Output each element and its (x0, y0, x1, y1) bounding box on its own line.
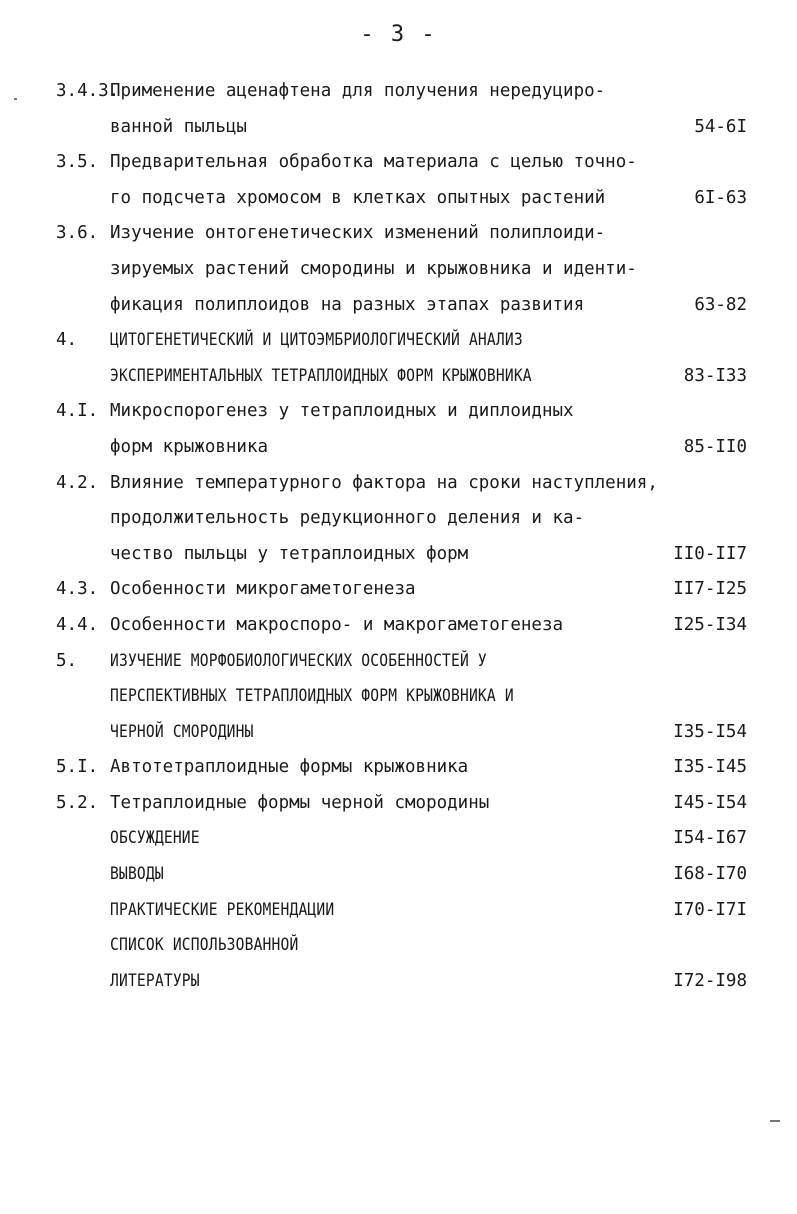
toc-line (56, 893, 756, 929)
toc-line (56, 430, 756, 466)
section-title: Влияние температурного фактора на сроки наступления, (110, 472, 658, 493)
section-title: чество пыльцы у тетраплоидных форм (110, 543, 469, 564)
toc-line (56, 110, 756, 146)
section-title: форм крыжовника (110, 436, 269, 457)
section-number: 4. (56, 330, 78, 351)
section-title: Тетраплоидные формы черной смородины (110, 792, 490, 813)
section-title: ЛИТЕРАТУРЫ (110, 970, 200, 991)
toc-entry (56, 786, 756, 822)
toc-line (56, 715, 756, 751)
section-number: 5.I. (56, 757, 99, 778)
toc-line (56, 74, 756, 110)
page-range: 85-II0 (683, 436, 747, 457)
page-range: I35-I45 (673, 757, 747, 778)
toc-line (56, 323, 756, 359)
section-number: 3.6. (56, 223, 99, 244)
toc-entry (56, 145, 756, 216)
page-range: I45-I54 (673, 792, 747, 813)
section-number: 3.4.3. (56, 81, 120, 101)
toc-entry (56, 323, 756, 394)
section-title: Автотетраплоидные формы крыжовника (110, 757, 469, 778)
toc-line (56, 501, 756, 537)
toc-line (56, 821, 756, 857)
table-of-contents (56, 74, 756, 999)
section-title: Особенности макроспоро- и макрогаметогенеза (110, 614, 564, 635)
toc-line (56, 679, 756, 715)
section-title: зируемых растений смородины и крыжовника и иденти- (110, 258, 637, 279)
toc-line (56, 466, 756, 502)
page-range: I25-I34 (673, 614, 747, 635)
section-title: ПЕРСПЕКТИВНЫХ ТЕТРАПЛОИДНЫХ ФОРМ КРЫЖОВНИКА И (110, 686, 514, 707)
scan-mark (770, 1120, 780, 1122)
section-title: ЦИТОГЕНЕТИЧЕСКИЙ И ЦИТОЭМБРИОЛОГИЧЕСКИЙ АНАЛИЗ (110, 330, 523, 351)
page-number: - 3 - (360, 22, 437, 47)
page-range: 54-6I (694, 116, 747, 137)
section-number: 4.3. (56, 579, 99, 600)
section-title: Применение аценафтена для получения нередуциро- (110, 81, 606, 101)
page-range: II7-I25 (673, 579, 747, 600)
section-title: СПИСОК ИСПОЛЬЗОВАННОЙ (110, 935, 299, 956)
page-range: 6I-63 (694, 187, 747, 208)
toc-line (56, 572, 756, 608)
section-title: ОБСУЖДЕНИЕ (110, 828, 200, 849)
toc-entry (56, 216, 756, 323)
section-number: 4.4. (56, 614, 99, 635)
section-number: 5.2. (56, 792, 99, 813)
section-title: го подсчета хромосом в клетках опытных растений (110, 187, 606, 208)
toc-entry (56, 572, 756, 608)
toc-line (56, 537, 756, 573)
section-title: ЧЕРНОЙ СМОРОДИНЫ (110, 721, 254, 742)
section-title: Изучение онтогенетических изменений полиплоиди- (110, 223, 606, 244)
toc-line (56, 644, 756, 680)
toc-line (56, 145, 756, 181)
toc-entry (56, 644, 756, 751)
page-range: I54-I67 (673, 828, 747, 849)
page-range: 63-82 (694, 294, 747, 315)
page-range: II0-II7 (673, 543, 747, 564)
toc-line (56, 252, 756, 288)
toc-line (56, 288, 756, 324)
toc-entry (56, 74, 756, 145)
toc-line (56, 750, 756, 786)
toc-entry (56, 928, 756, 999)
section-title: ЭКСПЕРИМЕНТАЛЬНЫХ ТЕТРАПЛОИДНЫХ ФОРМ КРЫЖОВНИКА (110, 365, 532, 386)
toc-line (56, 928, 756, 964)
section-title: продолжительность редукционного деления и ка- (110, 508, 585, 529)
section-title: Особенности микрогаметогенеза (110, 579, 416, 600)
toc-line (56, 216, 756, 252)
page-range: I68-I70 (673, 864, 747, 885)
section-title: ПРАКТИЧЕСКИЕ РЕКОМЕНДАЦИИ (110, 899, 335, 920)
toc-entry (56, 608, 756, 644)
toc-line (56, 394, 756, 430)
scan-mark (14, 98, 17, 100)
toc-entry (56, 466, 756, 573)
toc-entry (56, 893, 756, 929)
toc-line (56, 359, 756, 395)
toc-line (56, 857, 756, 893)
section-number: 3.5. (56, 152, 99, 173)
toc-line (56, 608, 756, 644)
page-range: I35-I54 (673, 721, 747, 742)
page-range: I70-I7I (673, 899, 747, 920)
section-title: Микроспорогенез у тетраплоидных и диплоидных (110, 401, 574, 422)
page-range: 83-I33 (683, 365, 747, 386)
section-title: ванной пыльцы (110, 116, 247, 137)
section-number: 4.I. (56, 401, 99, 422)
page-range: I72-I98 (673, 970, 747, 991)
toc-entry (56, 750, 756, 786)
toc-line (56, 181, 756, 217)
toc-line (56, 786, 756, 822)
section-number: 4.2. (56, 472, 99, 493)
toc-line (56, 964, 756, 1000)
toc-entry (56, 821, 756, 857)
section-title: Предварительная обработка материала с целью точно- (110, 152, 637, 173)
section-number: 5. (56, 650, 78, 671)
toc-entry (56, 857, 756, 893)
section-title: фикация полиплоидов на разных этапах развития (110, 294, 585, 315)
toc-entry (56, 394, 756, 465)
section-title: ИЗУЧЕНИЕ МОРФОБИОЛОГИЧЕСКИХ ОСОБЕННОСТЕЙ У (110, 650, 487, 671)
section-title: ВЫВОДЫ (110, 864, 164, 885)
